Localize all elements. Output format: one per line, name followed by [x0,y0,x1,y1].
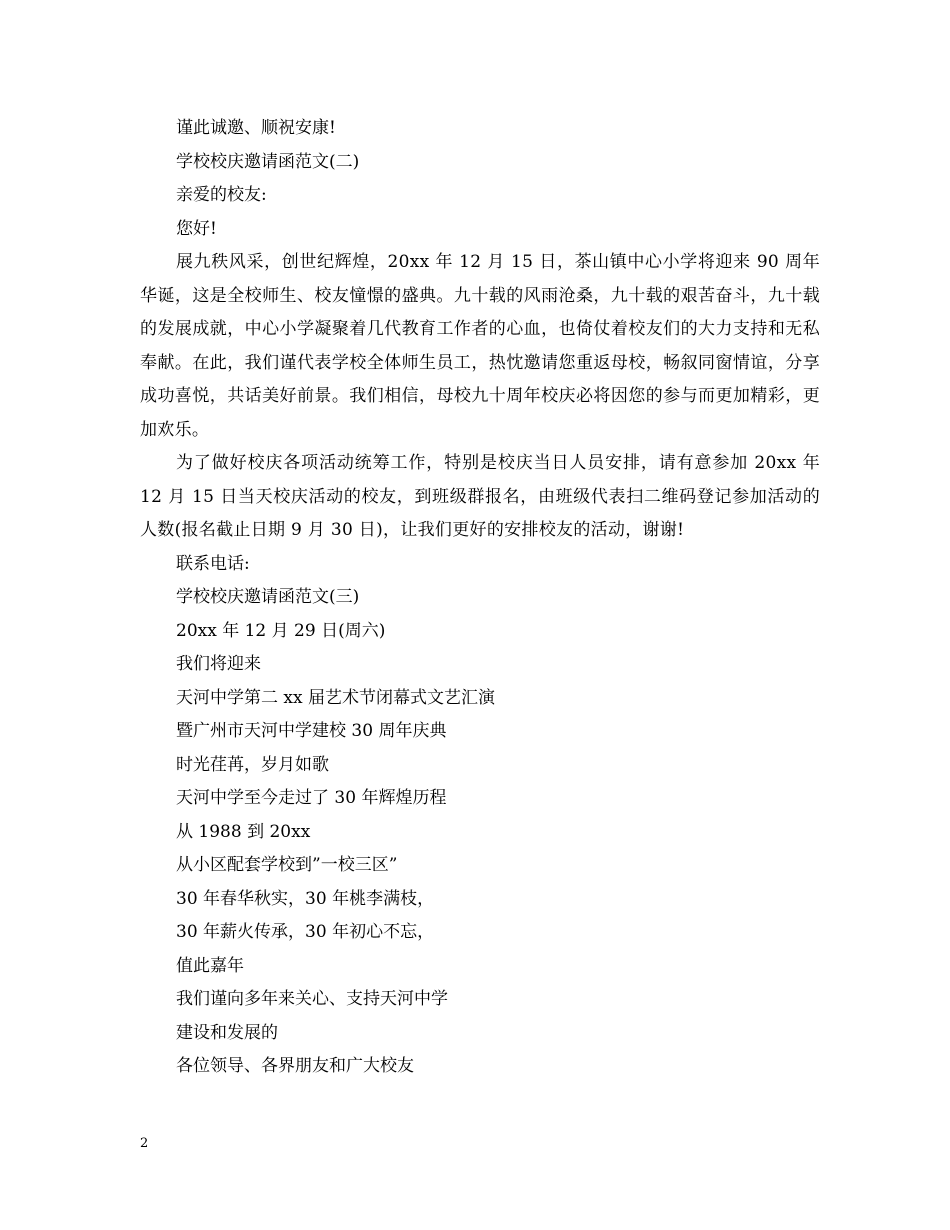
text-line: 我们谨向多年来关心、支持天河中学 [176,989,448,1009]
text-line: 天河中学至今走过了 30 年辉煌历程 [176,788,447,808]
text-line: 从 1988 到 20xx [176,821,311,842]
section-heading-2: 学校校庆邀请函范文(二) [176,151,360,172]
text-line: 30 年薪火传承，30 年初心不忘， [176,922,435,942]
text-line: 值此嘉年 [176,955,244,976]
paragraph-registration: 为了做好校庆各项活动统筹工作，特别是校庆当日人员安排，请有意参加 20xx 年 12 月 15 日当天校庆活动的校友，到班级群报名，由班级代表扫二维码登记参加活动的人数(报名截止日期 9 月 30 日)，让我们更好的安排校友的活动，谢谢! [140,453,820,540]
text-line: 时光荏苒，岁月如歌 [176,754,329,775]
text-line: 暨广州市天河中学建校 30 周年庆典 [176,721,447,741]
section-heading-3: 学校校庆邀请函范文(三) [176,587,360,607]
text-line: 30 年春华秋实，30 年桃李满枝， [176,888,435,909]
page-number: 2 [140,1136,149,1151]
text-line: 建设和发展的 [176,1022,278,1043]
text-line: 我们将迎来 [176,654,261,674]
contact-phone: 联系电话: [176,553,250,574]
greeting: 您好! [176,218,217,239]
text-line: 各位领导、各界朋友和广大校友 [176,1056,414,1076]
document-body [140,112,820,1084]
salutation: 亲爱的校友: [176,185,267,205]
text-line: 从小区配套学校到”一校三区” [176,855,398,875]
text-line: 天河中学第二 xx 届艺术节闭幕式文艺汇演 [176,687,495,708]
text-line: 谨此诚邀、顺祝安康! [176,118,336,138]
event-date: 20xx 年 12 月 29 日(周六) [176,620,386,641]
paragraph-invitation: 展九秩风采，创世纪辉煌，20xx 年 12 月 15 日，茶山镇中心小学将迎来 90 周年华诞，这是全校师生、校友憧憬的盛典。九十载的风雨沧桑，九十载的艰苦奋斗，九十载的发展成就，中心小学凝聚着几代教育工作者的心血，也倚仗着校友们的大力支持和无私奉献。在此，我们谨代表学校全体师生员工，热忱邀请您重返母校，畅叙同窗情谊，分享成功喜悦，共话美好前景。我们相信，母校九十周年校庆必将因您的参与而更加精彩，更加欢乐。 [140,252,820,440]
